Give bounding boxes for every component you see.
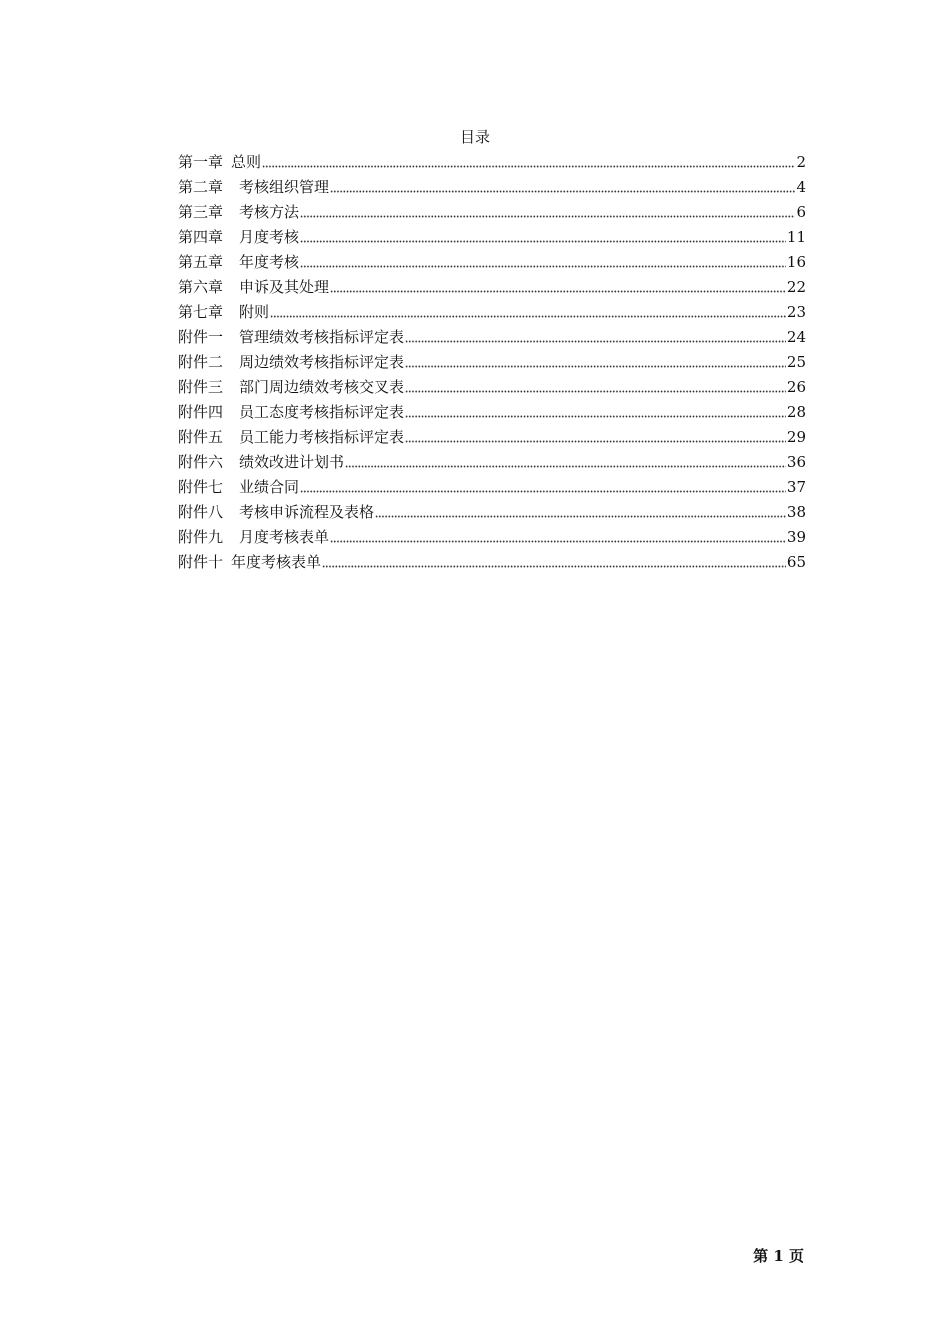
toc-entry-page: 6 — [796, 203, 806, 221]
toc-entry-label — [178, 176, 329, 198]
toc-entry-chapter: 第四章 — [178, 228, 224, 246]
toc-entry-title: 考核方法 — [239, 203, 300, 221]
toc-entry-1[interactable] — [178, 151, 806, 176]
toc-entry-chapter: 附件四 — [178, 403, 224, 421]
toc-entry-label — [178, 251, 299, 273]
toc-entry-title: 周边绩效考核指标评定表 — [239, 353, 405, 371]
toc-dot-leader — [405, 356, 786, 368]
toc-entry-chapter: 第五章 — [178, 253, 224, 271]
toc-entry-3[interactable] — [178, 201, 806, 226]
toc-entry-13[interactable] — [178, 451, 806, 476]
toc-entry-chapter: 第三章 — [178, 203, 224, 221]
toc-entry-title: 总则 — [231, 153, 262, 171]
toc-entry-label — [178, 226, 299, 248]
toc-entry-title: 年度考核表单 — [231, 553, 322, 571]
toc-entry-chapter: 附件三 — [178, 378, 224, 396]
toc-entry-chapter: 附件八 — [178, 503, 224, 521]
toc-dot-leader — [300, 206, 795, 218]
toc-dot-leader — [345, 456, 786, 468]
toc-dot-leader — [262, 156, 795, 168]
toc-entry-12[interactable] — [178, 426, 806, 451]
toc-dot-leader — [300, 481, 786, 493]
toc-entry-label — [178, 526, 329, 548]
toc-dot-leader — [270, 306, 786, 318]
toc-entry-title: 部门周边绩效考核交叉表 — [239, 378, 405, 396]
toc-dot-leader — [375, 506, 786, 518]
toc-entry-page: 36 — [786, 453, 806, 471]
toc-entry-page: 65 — [786, 553, 806, 571]
toc-entry-label — [178, 476, 299, 498]
toc-entry-page: 2 — [796, 153, 806, 171]
toc-dot-leader — [330, 181, 795, 193]
toc-entry-page: 16 — [786, 253, 806, 271]
toc-entry-page: 26 — [786, 378, 806, 396]
toc-entry-label — [178, 351, 404, 373]
toc-entry-title: 员工态度考核指标评定表 — [239, 403, 405, 421]
toc-entry-label — [178, 451, 344, 473]
toc-entry-page: 22 — [786, 278, 806, 296]
toc-entry-6[interactable] — [178, 276, 806, 301]
toc-entry-page: 28 — [786, 403, 806, 421]
toc-dot-leader — [330, 281, 786, 293]
toc-entry-title: 月度考核 — [239, 228, 300, 246]
toc-entry-page: 29 — [786, 428, 806, 446]
toc-entry-page: 11 — [786, 228, 806, 246]
toc-entry-17[interactable] — [178, 551, 806, 576]
table-of-contents — [178, 151, 806, 576]
toc-entry-5[interactable] — [178, 251, 806, 276]
toc-entry-page: 24 — [786, 328, 806, 346]
toc-entry-chapter: 附件一 — [178, 328, 224, 346]
toc-entry-title: 月度考核表单 — [239, 528, 330, 546]
toc-entry-9[interactable] — [178, 351, 806, 376]
toc-entry-label — [178, 326, 404, 348]
toc-entry-chapter: 第一章 — [178, 153, 224, 171]
toc-entry-chapter: 附件九 — [178, 528, 224, 546]
toc-entry-14[interactable] — [178, 476, 806, 501]
toc-dot-leader — [405, 331, 786, 343]
toc-entry-title: 绩效改进计划书 — [239, 453, 345, 471]
toc-entry-page: 37 — [786, 478, 806, 496]
toc-dot-leader — [300, 256, 786, 268]
toc-entry-chapter: 第七章 — [178, 303, 224, 321]
toc-entry-16[interactable] — [178, 526, 806, 551]
toc-entry-label — [178, 501, 374, 523]
toc-entry-title: 管理绩效考核指标评定表 — [239, 328, 405, 346]
toc-entry-label — [178, 151, 261, 173]
toc-entry-7[interactable] — [178, 301, 806, 326]
toc-dot-leader — [405, 381, 786, 393]
toc-entry-label — [178, 401, 404, 423]
toc-entry-page: 38 — [786, 503, 806, 521]
toc-entry-10[interactable] — [178, 376, 806, 401]
toc-entry-4[interactable] — [178, 226, 806, 251]
toc-entry-title: 员工能力考核指标评定表 — [239, 428, 405, 446]
toc-entry-chapter: 附件二 — [178, 353, 224, 371]
toc-entry-11[interactable] — [178, 401, 806, 426]
toc-entry-2[interactable] — [178, 176, 806, 201]
toc-entry-page: 39 — [786, 528, 806, 546]
toc-entry-title: 申诉及其处理 — [239, 278, 330, 296]
toc-dot-leader — [300, 231, 786, 243]
toc-entry-chapter: 附件七 — [178, 478, 224, 496]
toc-entry-title: 考核申诉流程及表格 — [239, 503, 375, 521]
toc-entry-chapter: 第六章 — [178, 278, 224, 296]
toc-entry-label — [178, 426, 404, 448]
toc-dot-leader — [405, 431, 786, 443]
toc-dot-leader — [405, 406, 786, 418]
toc-entry-label — [178, 301, 269, 323]
toc-entry-label — [178, 551, 321, 573]
toc-dot-leader — [322, 556, 786, 568]
toc-entry-title: 附则 — [239, 303, 270, 321]
toc-entry-chapter: 附件六 — [178, 453, 224, 471]
toc-entry-chapter: 第二章 — [178, 178, 224, 196]
toc-entry-title: 业绩合同 — [239, 478, 300, 496]
toc-entry-page: 23 — [786, 303, 806, 321]
toc-entry-page: 4 — [796, 178, 806, 196]
toc-entry-8[interactable] — [178, 326, 806, 351]
toc-entry-title: 考核组织管理 — [239, 178, 330, 196]
page-number-footer: 第 1 页 — [753, 1247, 804, 1265]
toc-entry-label — [178, 376, 404, 398]
toc-entry-page: 25 — [786, 353, 806, 371]
toc-entry-label — [178, 201, 299, 223]
toc-entry-title: 年度考核 — [239, 253, 300, 271]
toc-entry-15[interactable] — [178, 501, 806, 526]
toc-entry-chapter: 附件五 — [178, 428, 224, 446]
toc-entry-chapter: 附件十 — [178, 553, 224, 571]
toc-title: 目录 — [459, 128, 490, 146]
toc-dot-leader — [330, 531, 786, 543]
toc-entry-label — [178, 276, 329, 298]
